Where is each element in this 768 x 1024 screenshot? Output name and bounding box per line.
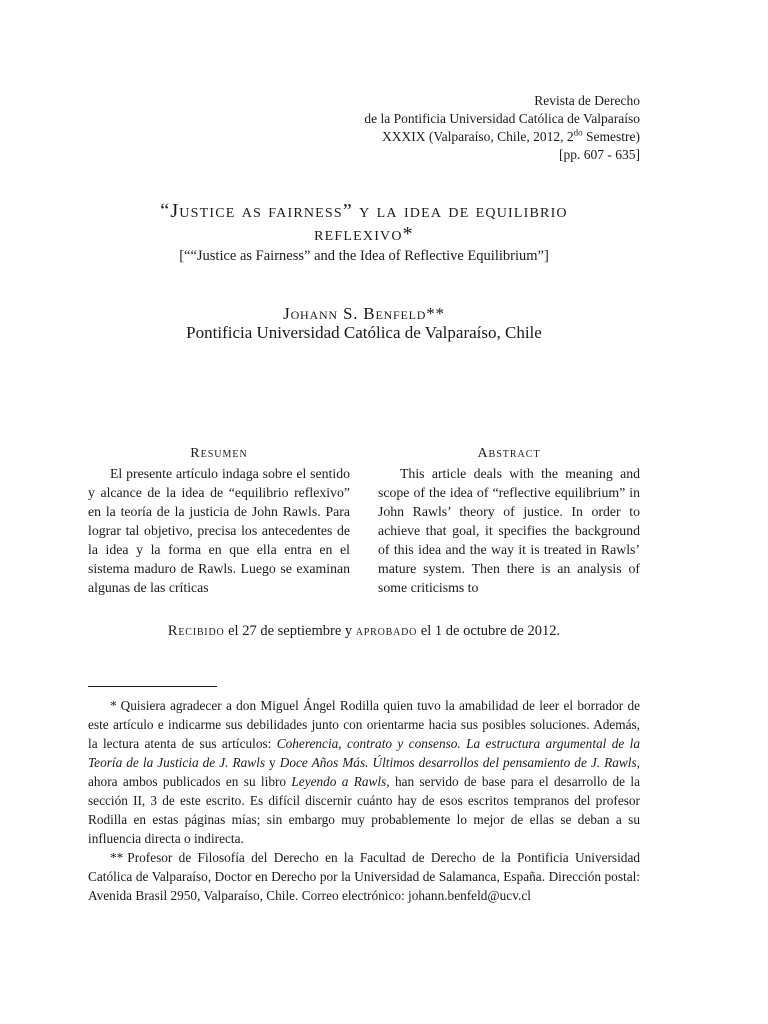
footnote-1: * Quisiera agradecer a don Miguel Ángel Rodilla quien tuvo la amabilidad de leer el borrador de este artículo e indicarme sus debilidades junto con orientarme hacia sus posibles soluciones. Además, la lectura atenta de sus artículos: Coherencia, contrato y consenso. La estructura argumental de la Teoría de la Justicia de J. Rawls y Doce Años Más. Últimos desarrollos del pensamiento de J. Rawls, ahora ambos publicados en su libro Leyendo a Rawls, han servido de base para el desarrollo de la sección II, 3 de este escrito. Es difícil discernir cuánto hay de esos escritos tempranos del profesor Rodilla en estas páginas mías; sin embargo muy probablemente lo mejor de ellas se deban a su influencia directa o indirecta. — [88, 698, 640, 846]
author-name: Johann S. Benfeld** — [283, 304, 445, 323]
title-line-2: reflexivo* — [314, 223, 414, 245]
received-dates: Recibido el 27 de septiembre y aprobado el 1 de octubre de 2012. — [167, 623, 561, 639]
journal-publisher: de la Pontificia Universidad Católica de Valparaíso — [364, 111, 640, 126]
resumen-column — [88, 444, 350, 597]
author-affiliation: Pontificia Universidad Católica de Valparaíso, Chile — [186, 323, 542, 342]
footnote-rule — [88, 686, 217, 687]
abstract-column — [378, 444, 640, 597]
abstract-heading: Abstract — [477, 446, 541, 461]
footnote-2: ** Profesor de Filosofía del Derecho en la Facultad de Derecho de la Pontificia Universidad Católica de Valparaíso, Doctor en Derecho por la Universidad de Salamanca, España. Dirección postal: Avenida Brasil 2950, Valparaíso, Chile. Correo electrónico: johann.benfeld@ucv.cl — [88, 850, 640, 903]
title-line-1: “Justice as fairness” y la idea de equilibrio — [160, 200, 568, 222]
resumen-heading: Resumen — [190, 446, 248, 461]
article-subtitle: [““Justice as Fairness” and the Idea of Reflective Equilibrium”] — [179, 248, 549, 264]
article-title — [88, 200, 640, 246]
journal-header — [364, 92, 640, 164]
resumen-text: El presente artículo indaga sobre el sentido y alcance de la idea de “equilibrio reflexivo” en la teoría de la justicia de John Rawls. Para lograr tal objetivo, precisa los antecedentes de la idea y la forma en que ella entra en el sistema maduro de Rawls. Luego se examinan algunas de las críticas — [88, 466, 350, 595]
footnotes — [88, 696, 640, 905]
journal-volume: XXXIX (Valparaíso, Chile, 2012, $2^{do}$ Semestre) — [382, 127, 640, 144]
abstract-text: This article deals with the meaning and scope of the idea of “reflective equilibrium” in John Rawls’ theory of justice. In order to achieve that goal, it specifies the background of this idea and the way it is treated in Rawls’ mature system. Then there is an analysis of some criticisms to — [378, 466, 640, 595]
journal-name: Revista de Derecho — [534, 93, 640, 108]
journal-pages: [pp. 607 - 635] — [559, 147, 640, 162]
